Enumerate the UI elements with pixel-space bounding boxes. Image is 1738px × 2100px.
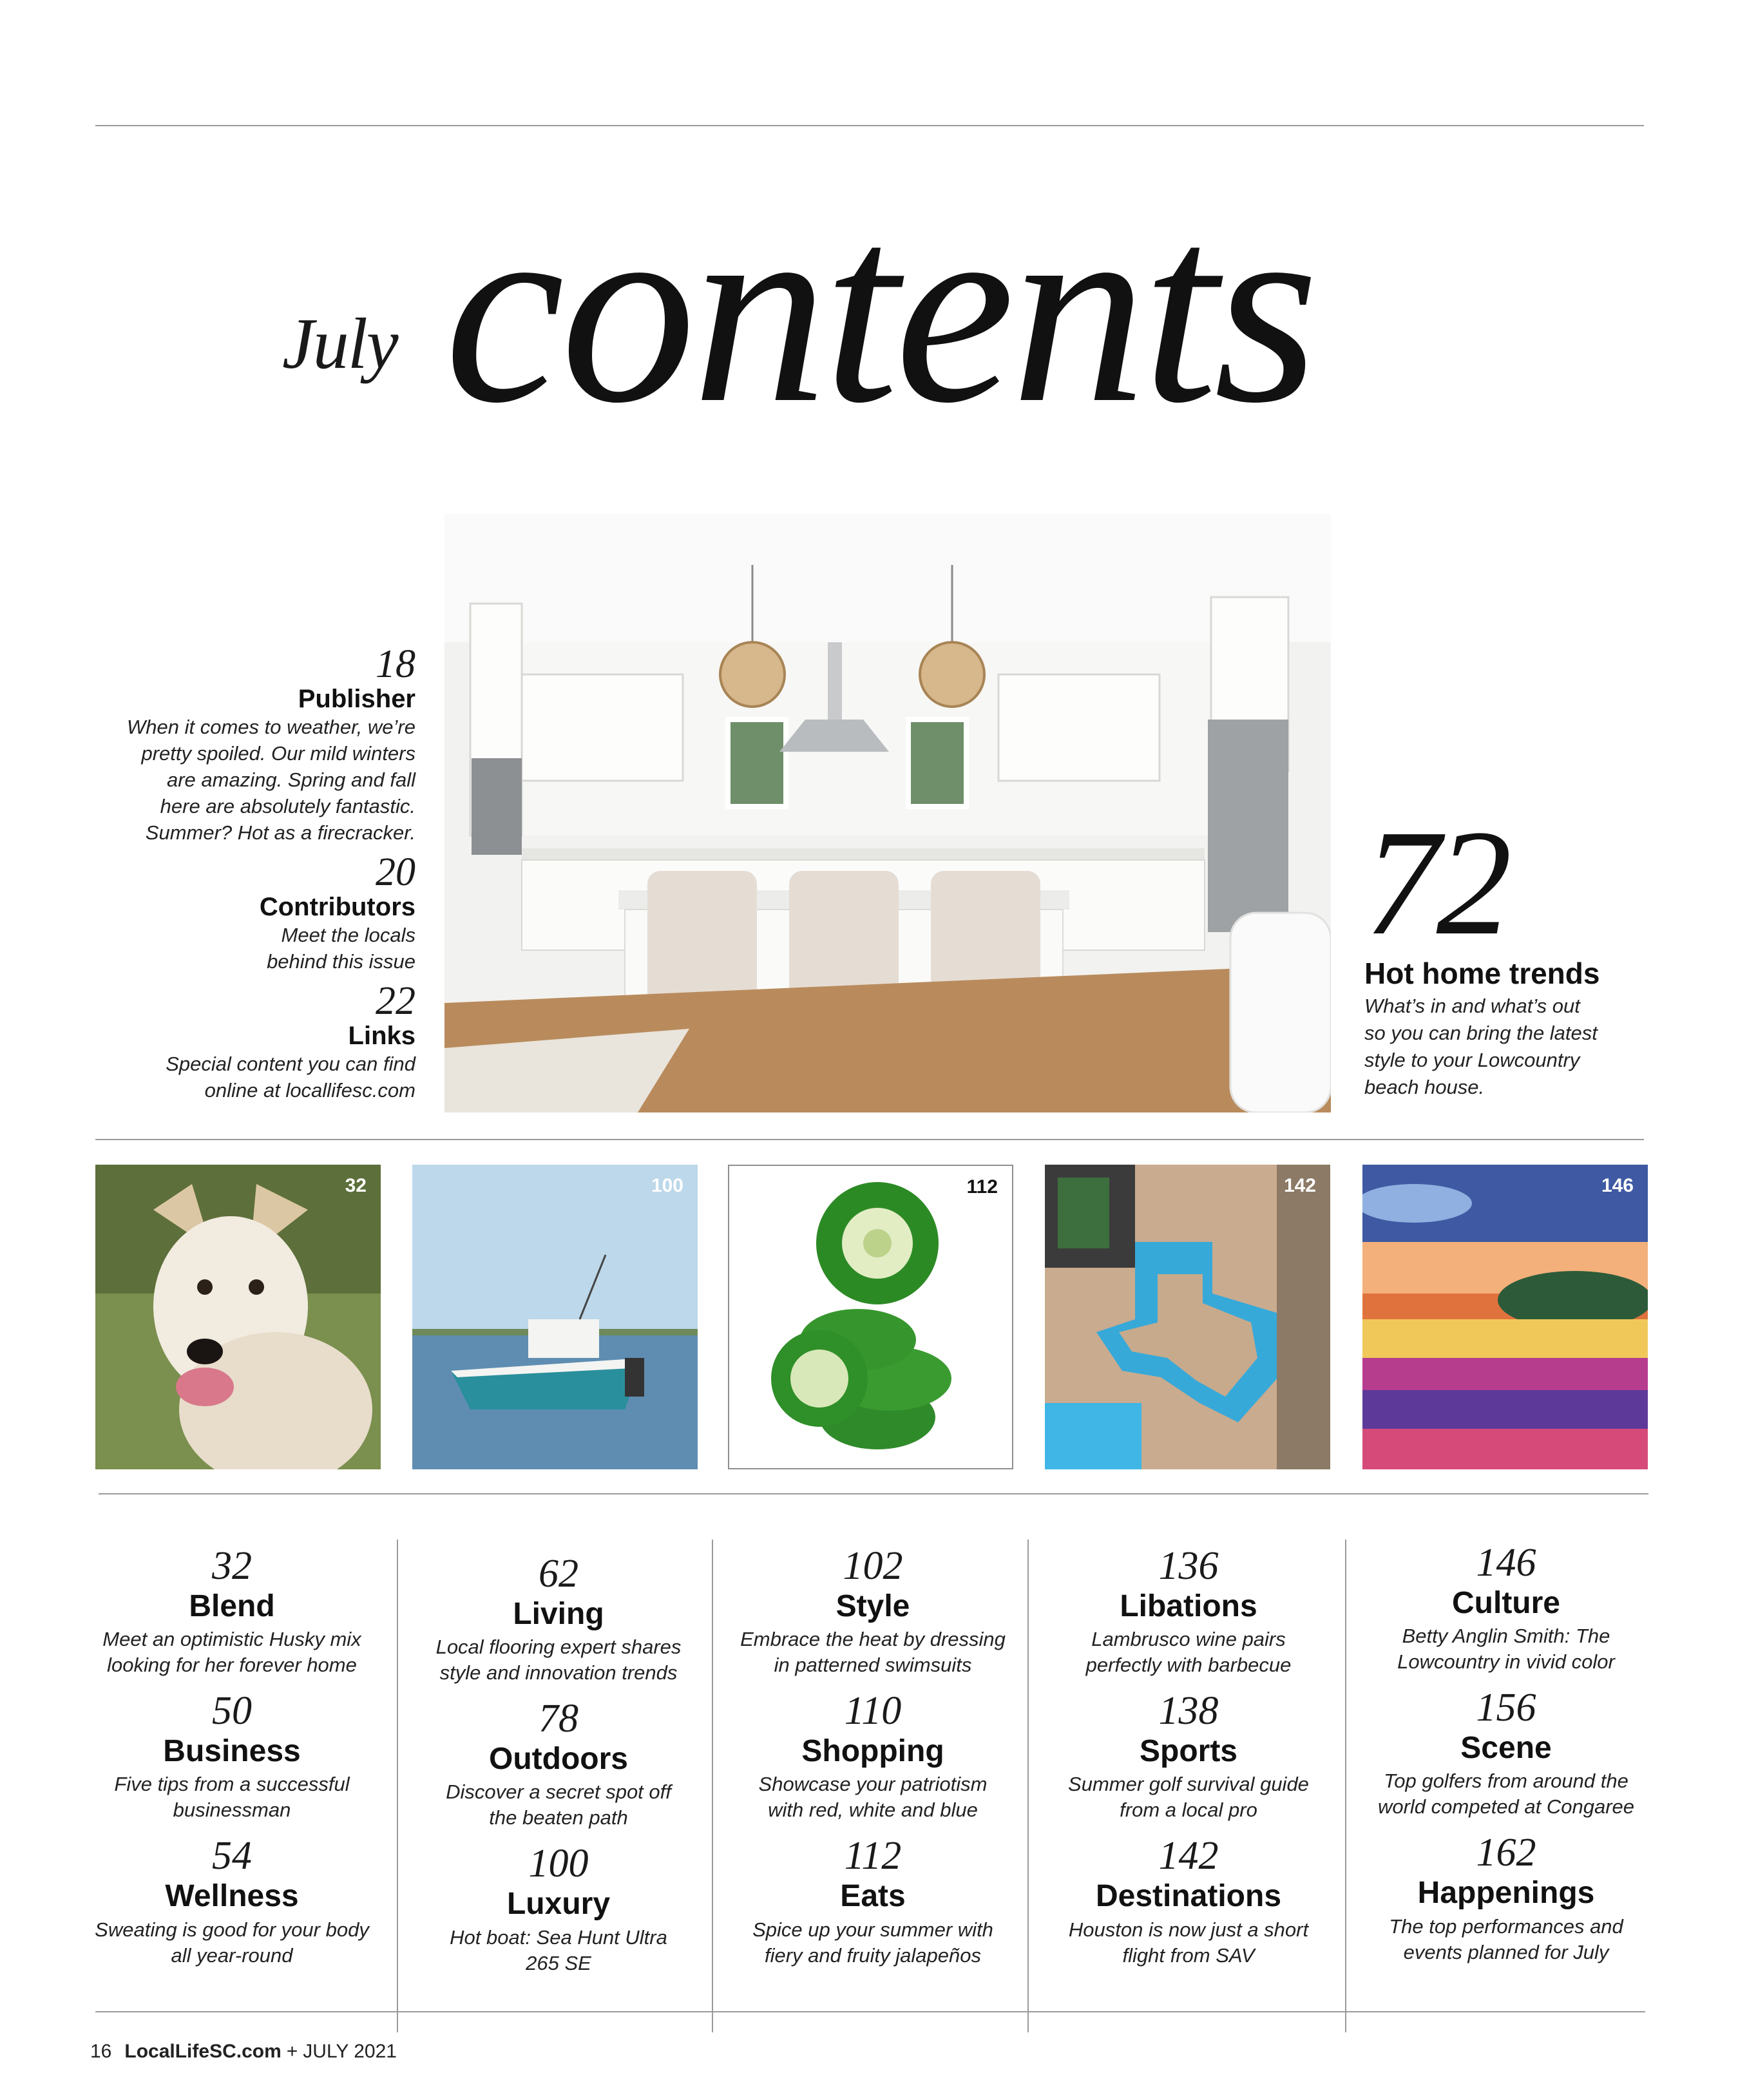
entry-page-number: 136 — [1158, 1544, 1219, 1588]
entry-heading: Happenings — [1417, 1876, 1595, 1911]
thumbnail-texas-pool-aerial[interactable] — [1045, 1165, 1330, 1469]
entry-page-number: 54 — [212, 1834, 252, 1878]
entry-heading: Destinations — [1095, 1879, 1282, 1914]
toc-entry[interactable] — [1355, 1543, 1657, 1675]
entry-heading: Libations — [1120, 1589, 1257, 1623]
footer-issue: JULY 2021 — [303, 2041, 397, 2062]
entry-page-number: 78 — [539, 1697, 578, 1741]
column-divider — [1027, 1540, 1029, 2032]
left-entries — [77, 644, 415, 1110]
entry-description: Betty Anglin Smith: The Lowcountry in vivid color — [1397, 1625, 1615, 1674]
entry-heading: Luxury — [506, 1887, 611, 1922]
entry-description: Spice up your summer with fiery and fruity jalapeños — [752, 1918, 993, 1967]
entry-heading: Contributors — [259, 893, 415, 921]
entry-page-number: 50 — [212, 1689, 252, 1733]
entry-heading: Shopping — [801, 1734, 944, 1769]
feature-entry[interactable] — [1364, 799, 1648, 1101]
kitchen-hero-photo[interactable] — [444, 513, 1331, 1112]
entry-page-number: 32 — [212, 1544, 252, 1588]
entry-heading: Living — [513, 1597, 604, 1631]
entry-heading: Sports — [1139, 1734, 1237, 1769]
thumbnail-lowcountry-painting[interactable] — [1362, 1165, 1648, 1469]
column-divider — [397, 1540, 398, 2032]
entry-page-number: 112 — [844, 1834, 902, 1878]
entry-description: Meet the locals behind this issue — [267, 924, 415, 973]
footer-site-link[interactable]: LocalLifeSC.com — [124, 2041, 282, 2062]
entry-heading: Eats — [840, 1879, 906, 1914]
thumbnail-page-tag: 112 — [966, 1176, 998, 1198]
thumbnail-jalapeno-slices[interactable] — [728, 1165, 1013, 1469]
feature-page-number: 72 — [1364, 799, 1508, 966]
entry-page-number: 102 — [843, 1544, 903, 1588]
entry-page-number: 100 — [528, 1842, 589, 1886]
entry-description: Top golfers from around the world competed at Congaree — [1377, 1770, 1635, 1818]
entry-heading: Outdoors — [489, 1742, 628, 1777]
entry-description: Embrace the heat by dressing in patterned swimsuits — [740, 1628, 1006, 1677]
toc-entry[interactable] — [407, 1554, 710, 1686]
entry-page-number: 22 — [376, 979, 415, 1023]
thumbnail-page-tag: 100 — [651, 1175, 683, 1196]
thumbnail-husky-dog[interactable] — [95, 1165, 381, 1469]
entry-description: Special content you can find online at locallifesc.com — [166, 1053, 415, 1102]
entry-description: Sweating is good for your body all year-round — [95, 1918, 369, 1967]
footer-separator: + — [286, 2041, 298, 2062]
thumbnail-sea-hunt-boat[interactable] — [412, 1165, 698, 1469]
thumbnail-page-tag: 142 — [1283, 1175, 1316, 1196]
entry-description: Local flooring expert shares style and innovation trends — [435, 1636, 682, 1685]
entry-page-number: 142 — [1158, 1834, 1219, 1878]
entry-heading: Culture — [1452, 1586, 1560, 1620]
feature-description: What’s in and what’s out so you can bring the latest style to your Lowcountry beach house. — [1364, 995, 1598, 1099]
toc-entry[interactable] — [1355, 1688, 1657, 1820]
entry-heading: Blend — [189, 1589, 275, 1623]
entry-heading: Links — [348, 1022, 415, 1050]
entry-description: The top performances and events planned for July — [1389, 1914, 1623, 1963]
column-divider — [1345, 1540, 1346, 2032]
column-divider — [712, 1540, 713, 2032]
entry-heading: Wellness — [165, 1879, 299, 1914]
entry-description: Hot boat: Sea Hunt Ultra 265 SE — [450, 1925, 667, 1974]
toc-entry[interactable] — [407, 1844, 710, 1976]
toc-entry[interactable] — [81, 1836, 383, 1968]
toc-column — [1355, 1543, 1657, 1978]
entry-page-number: 138 — [1158, 1689, 1219, 1733]
entry-description: When it comes to weather, we’re pretty spoiled. Our mild winters are amazing. Spring and fall here are absolutely fantastic. Summer? Hot as a firecracker. — [127, 716, 415, 844]
footer-page-number: 16 — [90, 2041, 112, 2062]
toc-column — [407, 1554, 710, 1989]
toc-column — [721, 1546, 1024, 1981]
toc-entry[interactable] — [77, 981, 415, 1103]
masthead-title: contents — [444, 159, 1315, 459]
entry-description: Showcase your patriotism with red, white and blue — [758, 1773, 988, 1822]
entry-page-number: 18 — [376, 642, 415, 686]
thumbnail-page-tag: 32 — [345, 1175, 367, 1196]
mid-rule — [95, 1139, 1644, 1140]
entry-heading: Business — [163, 1734, 301, 1769]
entry-page-number: 156 — [1476, 1686, 1536, 1730]
thumbs-bottom-rule — [99, 1493, 1648, 1494]
entry-heading: Scene — [1460, 1731, 1552, 1766]
toc-entry[interactable] — [1037, 1691, 1340, 1823]
toc-entry[interactable] — [721, 1546, 1024, 1678]
feature-heading: Hot home trends — [1364, 956, 1600, 990]
toc-entry[interactable] — [1037, 1836, 1340, 1968]
entry-description: Summer golf survival guide from a local pro — [1068, 1773, 1309, 1822]
page-footer — [90, 2041, 397, 2063]
masthead-month: July — [282, 304, 397, 384]
entry-description: Discover a secret spot off the beaten path — [446, 1780, 671, 1829]
toc-entry[interactable] — [721, 1691, 1024, 1823]
toc-entry[interactable] — [81, 1546, 383, 1678]
toc-entry[interactable] — [407, 1699, 710, 1831]
toc-entry[interactable] — [77, 644, 415, 846]
toc-column — [1037, 1546, 1340, 1981]
entry-page-number: 162 — [1476, 1831, 1536, 1875]
entry-page-number: 20 — [376, 850, 415, 894]
entry-description: Lambrusco wine pairs perfectly with barbecue — [1085, 1628, 1292, 1677]
entry-description: Five tips from a successful businessman — [114, 1773, 350, 1822]
toc-entry[interactable] — [77, 852, 415, 975]
entry-page-number: 62 — [539, 1552, 578, 1596]
toc-entry[interactable] — [1037, 1546, 1340, 1678]
toc-entry[interactable] — [1355, 1833, 1657, 1965]
bottom-rule — [95, 2011, 1645, 2012]
entry-heading: Style — [836, 1589, 910, 1623]
entry-page-number: 146 — [1476, 1541, 1536, 1585]
thumbnail-page-tag: 146 — [1601, 1175, 1634, 1196]
top-rule — [95, 125, 1644, 126]
entry-description: Meet an optimistic Husky mix looking for her forever home — [102, 1628, 361, 1677]
entry-heading: Publisher — [298, 685, 415, 713]
toc-entry[interactable] — [81, 1691, 383, 1823]
toc-entry[interactable] — [721, 1836, 1024, 1968]
entry-page-number: 110 — [844, 1689, 902, 1733]
toc-column — [81, 1546, 383, 1981]
entry-description: Houston is now just a short flight from SAV — [1068, 1918, 1309, 1967]
